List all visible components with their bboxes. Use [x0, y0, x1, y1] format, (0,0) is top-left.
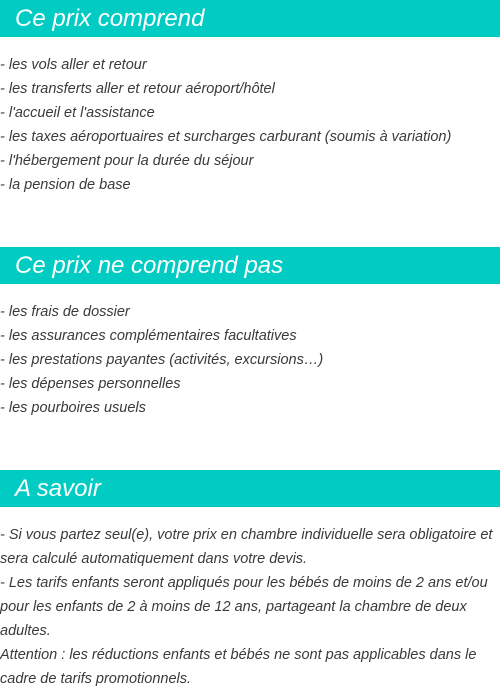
- list-item: - les vols aller et retour: [0, 57, 147, 73]
- list-item: - les pourboires usuels: [0, 400, 146, 416]
- paragraph-child-rates: - Les tarifs enfants seront appliqués pour les bébés de moins de 2 ans et/ou pour les enfants de 2 à moins de 12 ans, partageant la chambre de deux adultes.: [0, 575, 488, 639]
- list-item: - les prestations payantes (activités, excursions…): [0, 352, 324, 368]
- section-header-good-to-know: A savoir: [0, 470, 500, 507]
- list-item: - les taxes aéroportuaires et surcharges carburant (soumis à variation): [0, 129, 452, 145]
- good-to-know-text: [0, 523, 500, 691]
- list-item: - la pension de base: [0, 177, 131, 193]
- list-item: - les transferts aller et retour aéroport/hôtel: [0, 81, 275, 97]
- list-item: - les frais de dossier: [0, 304, 130, 320]
- list-item: - les dépenses personnelles: [0, 376, 181, 392]
- section-header-included: Ce prix comprend: [0, 0, 500, 37]
- paragraph-single-supplement: - Si vous partez seul(e), votre prix en chambre individuelle sera obligatoire et sera calculé automatiquement dans votre devis.: [0, 527, 493, 567]
- section-header-not-included: Ce prix ne comprend pas: [0, 247, 500, 284]
- included-list: [0, 53, 500, 197]
- list-item: - l'accueil et l'assistance: [0, 105, 155, 121]
- not-included-list: [0, 300, 500, 420]
- list-item: - les assurances complémentaires facultatives: [0, 328, 297, 344]
- paragraph-attention: Attention : les réductions enfants et bébés ne sont pas applicables dans le cadre de tarifs promotionnels.: [0, 647, 477, 687]
- list-item: - l'hébergement pour la durée du séjour: [0, 153, 254, 169]
